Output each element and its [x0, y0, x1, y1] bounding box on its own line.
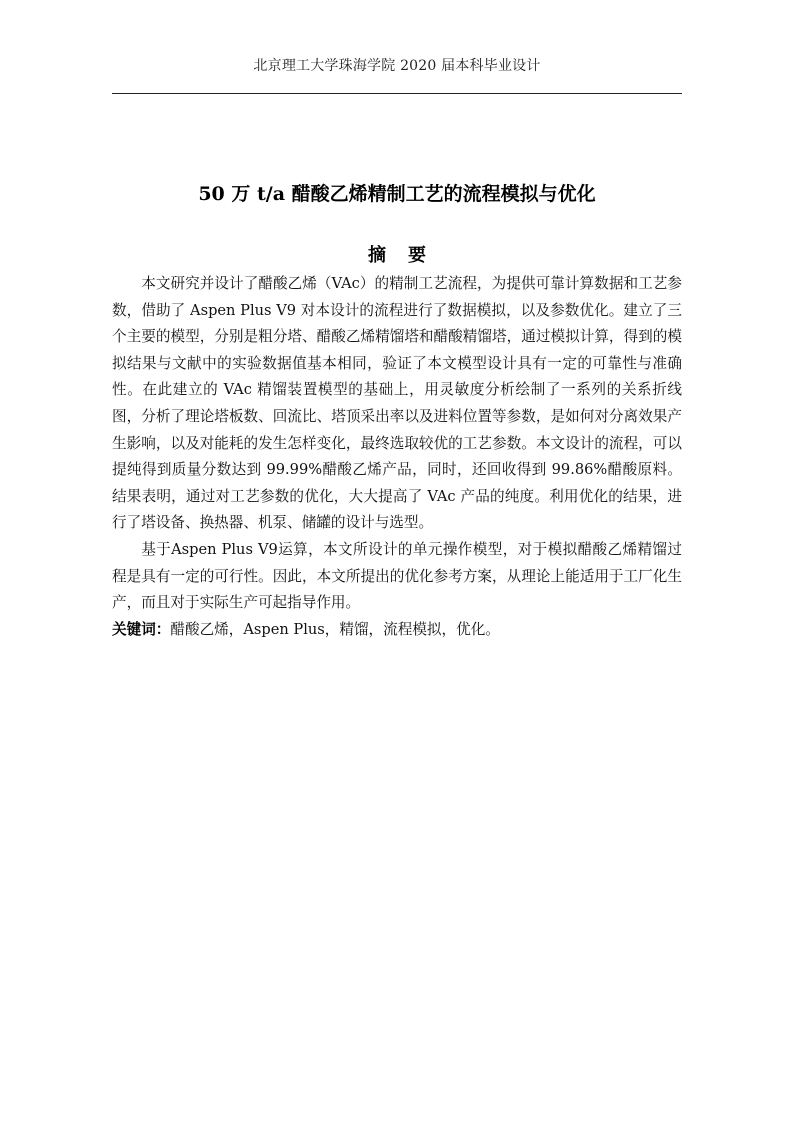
abstract-paragraph-1: 本文研究并设计了醋酸乙烯（VAc）的精制工艺流程，为提供可靠计算数据和工艺参数，借助了 Aspen Plus V9 对本设计的流程进行了数据模拟，以及参数优化。建立了三个主要的模型，分别是粗分塔、醋酸乙烯精馏塔和醋酸精馏塔，通过模拟计算，得到的模拟结果与文献中的实验数据值基本相同，验证了本文模型设计具有一定的可靠性与准确性。在此建立的 VAc 精馏装置模型的基础上，用灵敏度分析绘制了一系列的关系折线图，分析了理论塔板数、回流比、塔顶采出率以及进料位置等参数，是如何对分离效果产生影响，以及对能耗的发生怎样变化，最终选取较优的工艺参数。本文设计的流程，可以提纯得到质量分数达到 99.99%醋酸乙烯产品，同时，还回收得到 99.86%醋酸原料。结果表明，通过对工艺参数的优化，大大提高了 VAc 产品的纯度。利用优化的结果，进行了塔设备、换热器、机泵、储罐的设计与选型。 — [112, 275, 682, 532]
abstract-body — [112, 271, 682, 643]
abstract-paragraph-2: 基于Aspen Plus V9运算，本文所设计的单元操作模型，对于模拟醋酸乙烯精馏过程是具有一定的可行性。因此，本文所提出的优化参考方案，从理论上能适用于工厂化生产，而且对于实际生产可起指导作用。 — [112, 540, 682, 612]
header-divider — [112, 93, 682, 94]
keywords-value: 醋酸乙烯，Aspen Plus，精馏，流程模拟，优化。 — [170, 620, 500, 638]
page-header: 北京理工大学珠海学院 2020 届本科毕业设计 — [253, 58, 541, 74]
thesis-title: 50 万 t/a 醋酸乙烯精制工艺的流程模拟与优化 — [198, 183, 596, 205]
keywords-line — [112, 617, 682, 644]
keywords-label: 关键词： — [112, 620, 171, 638]
abstract-heading: 摘要 — [368, 245, 448, 266]
